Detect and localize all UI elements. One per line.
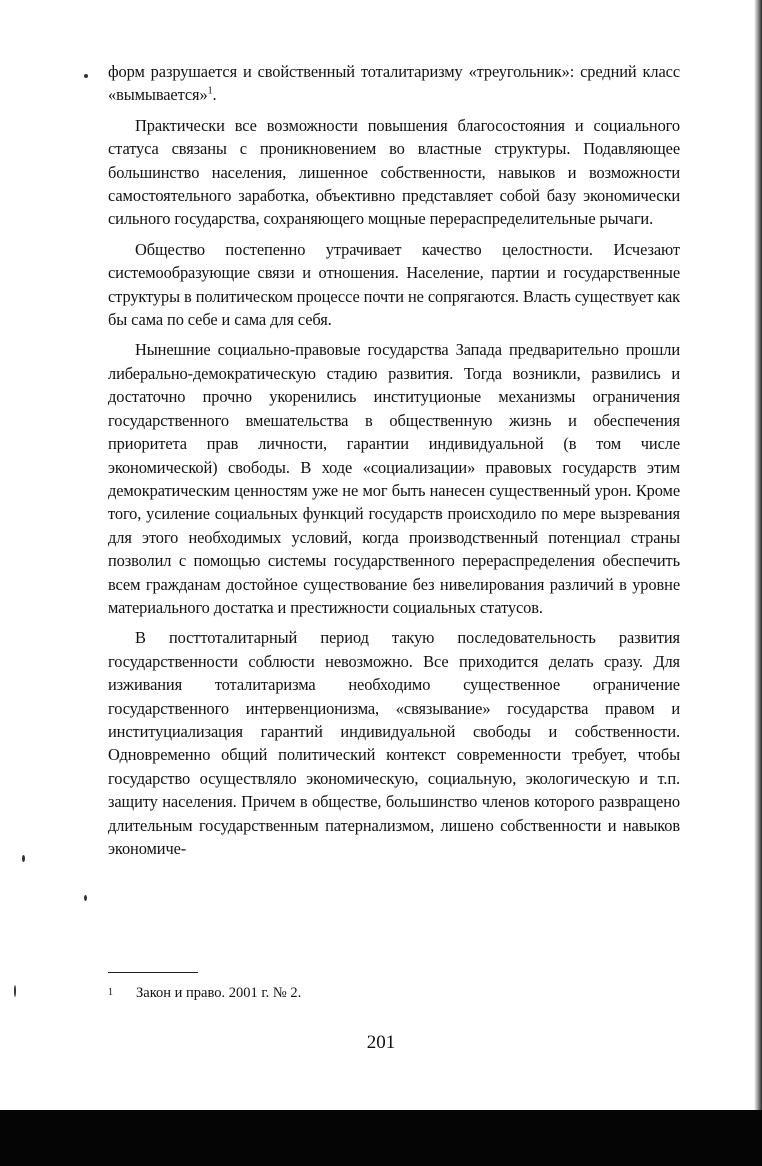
page-body [108,60,680,860]
paragraph: Практически все возможности повышения благосостояния и социального статуса связаны с проникновением во властные структуры. Подавляющее большинство населения, лишенное собственности, навыков и возможности самостоятельного заработка, объективно представляет собой базу экономически сильного государства, сохраняющего мощные перераспределительные рычаги. [108,115,680,229]
paragraph: Нынешние социально-правовые государства Запада предварительно прошли либерально-демократическую стадию развития. Тогда возникли, развились и достаточно прочно укоренились институционые механизмы ограничения государственного вмешательства в общественную жизнь и обеспечения приоритета прав личности, гарантии индивидуальной (в том числе экономической) свободы. В ходе «социализации» правовых государств этим демократическим ценностям уже не мог быть нанесен существенный урон. Кроме того, усиление социальных функций государств происходило по мере вызревания для этого необходимых условий, когда производственный потенциал страны позволил с помощью системы государственного перераспределения обеспечить всем гражданам достойное существование без нивелирования различий в уровне материального достатка и престижности социальных статусов. [108,340,680,617]
footnote-reference: 1 [207,85,213,97]
footnote-text: Закон и право. 2001 г. № 2. [136,985,302,1001]
scan-edge-shadow [754,0,762,1110]
paragraph: В посттоталитарный период такую последовательность развития государственности соблюсти невозможно. Все приходится делать сразу. Для изживания тоталитаризма необходимо существенное ограничение государственного интервенционизма, «связывание» государства правом и институциализация гарантий индивидуальной свободы и собственности. Одновременно общий политический контекст современности требует, чтобы государство осуществляло экономическую, социальную, экологическую и т.п. защиту населения. Причем в обществе, большинство членов которого развращено длительным государственным патернализмом, лишено собственности и навыков экономиче- [108,628,680,858]
scan-speck [14,985,16,997]
paragraph: Общество постепенно утрачивает качество целостности. Исчезают системообразующие связи и отношения. Население, партии и государственные структуры в политическом процессе почти не сопрягаются. Власть существует как бы сама по себе и сама для себя. [108,239,680,330]
page-number: 201 [366,1032,396,1053]
paragraph: форм разрушается и свойственный тоталитаризму «треугольник»: средний класс «вымывается»$^1$. [108,62,680,105]
footnote [108,984,680,1002]
scan-speck [22,855,25,862]
scan-speck [84,74,88,78]
footnote-divider [108,972,198,973]
footnote-marker: 1 [108,987,113,998]
scan-speck [84,895,87,901]
scan-dark-border [0,1110,762,1166]
